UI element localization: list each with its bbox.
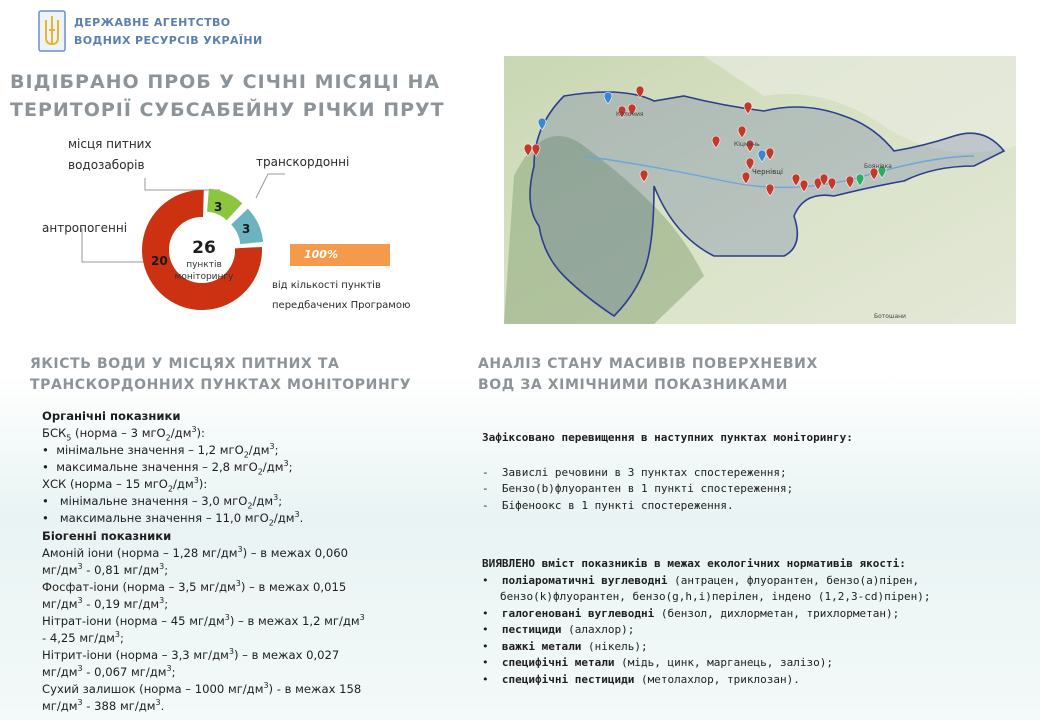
biogenic-heading: Біогенні показники [42, 529, 172, 543]
nitrate-line-1: Нітрат-іони (норма – 45 $мг/дм^3$) – в межах 1,2 $мг/дм^3$ [42, 613, 365, 628]
exceedance-text-3: Біфеноокс в 1 пункті спостереження. [501, 498, 734, 512]
nitrite-line-2: $мг/дм^3 - 0,067$ $мг/дм^3$; [42, 664, 176, 679]
title-line-1: ВІДІБРАНО ПРОБ У СІЧНІ МІСЯЦІ НА [10, 71, 441, 93]
xsk-min-text: мінімальне значення – 3,0 мгО [59, 494, 248, 508]
nitrate-text-1b: ) – в межах 1,2 мг/дм [229, 614, 360, 628]
phosphate-text-1: Фосфат-іони (норма – 3,5 мг/дм [42, 580, 236, 594]
xsk-min: • мінімальне значення – 3,0 $мгО_2/дм^3$; [42, 493, 283, 511]
agency-name [74, 14, 263, 50]
dry-residue-line-2: $мг/дм^3 - 388$ $мг/дм^3$. [42, 698, 165, 713]
found-item-5-text: (мідь, цинк, марганець, залізо); [614, 656, 834, 669]
exceedance-item-1: - Завислі речовини в 3 пунктах спостереження; [482, 465, 787, 479]
found-item-4-title: важкі метали [501, 639, 582, 653]
agency-line-2: ВОДНИХ РЕСУРСІВ УКРАЇНИ [74, 34, 263, 47]
city-label-kitsman: Кіцмань [734, 141, 760, 148]
legend-drinking-line-2: водозаборів [68, 158, 145, 172]
ammonium-text-2b: - 0,81 мг/дм [82, 563, 160, 577]
dry-residue-unit: мг/дм [42, 699, 78, 713]
exceedance-item-2: - Бензо(b)флуорантен в 1 пункті спостереження; [482, 482, 794, 495]
organic-indicators [42, 408, 442, 527]
exceedances-block [482, 430, 1022, 514]
bsk-max: • максимальне значення – 2,8 $мгО_2/дм^3$; [42, 459, 293, 477]
legend-anthropogenic: антропогенні [42, 221, 128, 235]
donut-total: 26 [192, 238, 216, 258]
ammonium-unit: мг/дм [42, 563, 78, 577]
xsk-norm: ХСК (норма – 15 $мгО_2/дм^3$): [42, 476, 208, 494]
nitrate-text-2: - 4,25 мг/дм [42, 631, 115, 645]
found-heading: ВИЯВЛЕНО вміст показників в межах екологічних нормативів якості: [482, 557, 906, 570]
phosphate-line-2: $мг/дм^3 - 0,19$ $мг/дм^3$; [42, 596, 169, 611]
found-item-2-text: (бензол, дихлорметан, трихлорметан); [654, 606, 900, 620]
section-heading-chemical-analysis [478, 354, 818, 396]
ammonium-text-1b: ) – в межах 0,060 [242, 546, 348, 560]
biogenic-indicators [42, 528, 442, 715]
nitrite-text-1b: ) – в межах 0,027 [233, 648, 340, 662]
xsk-max: • максимальне значення – 11,0 $мгО_2/дм^3$. [42, 510, 304, 528]
nitrate-line-2: - 4,25 $мг/дм^3$; [42, 630, 124, 645]
nitrate-text-1: Нітрат-іони (норма – 45 мг/дм [42, 614, 225, 628]
phosphate-text-1b: ) – в межах 0,015 [240, 580, 347, 594]
dry-residue-line-1: Сухий залишок (норма – 1000 $мг/дм^3$) - в межах 158 [42, 681, 362, 696]
city-label-chernivtsi: Чернівці [752, 168, 783, 176]
exceedance-text-1: Завислі речовини в 3 пунктах спостереження; [501, 465, 787, 479]
dry-residue-text-2b: - 388 мг/дм [82, 699, 156, 713]
found-item-6-title: специфічні пестициди [501, 672, 635, 686]
found-item-1: • поліароматичні вуглеводні (антрацен, флуорантен, бензо(а)пірен, [482, 573, 920, 587]
bsk-min-text: мінімальне значення – 1,2 мгО [56, 443, 244, 457]
xsk-max-text: максимальне значення – 11,0 мгО [59, 511, 269, 525]
xsk-norm-text: ХСК (норма – 15 мгО [42, 477, 168, 491]
bsk-min: • мінімальне значення – 1,2 $мгО_2/дм^3$; [42, 442, 279, 460]
found-item-2-title: галогеновані вуглеводні [501, 606, 655, 620]
ammonium-line-2: $мг/дм^3 - 0,81$ $мг/дм^3$; [42, 562, 169, 577]
donut-total-label-2: моніторингу [174, 272, 234, 282]
donut-segment-drinking [207, 189, 242, 221]
donut-label-drinking: 3 [214, 200, 223, 214]
found-item-2: • галогеновані вуглеводні (бензол, дихлорметан, трихлорметан); [482, 606, 900, 620]
found-item-1-text: (антрацен, флуорантен, бензо(а)пірен, [667, 573, 920, 587]
prut-subbasin-map [504, 56, 1016, 324]
found-item-3-text: (алахлор); [561, 623, 635, 636]
exceedance-item-3: - Біфеноокс в 1 пункті спостереження. [482, 498, 734, 512]
donut-total-label [170, 259, 238, 283]
donut-label-transboundary: 3 [242, 222, 251, 236]
section-heading-left-2: ТРАНСКОРДОННИХ ПУНКТАХ МОНІТОРИНГУ [30, 377, 412, 393]
percent-note-line-2: передбачених Програмою [272, 300, 411, 311]
section-heading-left-1: ЯКІСТЬ ВОДИ У МІСЦЯХ ПИТНИХ ТА [30, 356, 340, 372]
exceedance-text-2: Бензо(b)флуорантен в 1 пункті спостереження; [501, 482, 794, 495]
nitrite-unit: мг/дм [42, 665, 78, 679]
nitrite-line-1: Нітрит-іони (норма – 3,3 $мг/дм^3$) – в межах 0,027 [42, 647, 340, 662]
bsk-norm-text: (норма – 3 мгО [71, 426, 166, 440]
section-heading-right-1: АНАЛІЗ СТАНУ МАСИВІВ ПОВЕРХНЕВИХ [478, 356, 818, 372]
city-label-boianivka: Боянівка [864, 163, 892, 170]
donut-total-label-1: пунктів [186, 260, 222, 270]
found-item-6: • специфічні пестициди (метолахлор, триклозан). [482, 672, 800, 686]
found-item-5: • специфічні метали (мідь, цинк, марганець, залізо); [482, 656, 834, 669]
bsk-norm-unit: /дм [170, 426, 192, 440]
percent-badge: 100% [290, 244, 390, 266]
exceedances-heading: Зафіксовано перевищення в наступних пунктах моніторингу: [482, 431, 853, 444]
ammonium-text-1: Амоній іони (норма – 1,28 мг/дм [42, 546, 238, 560]
page-title [10, 68, 445, 124]
coat-of-arms-icon [38, 10, 66, 54]
found-item-1-title: поліароматичні вуглеводні [501, 573, 668, 587]
percent-note [272, 276, 410, 316]
organic-heading: Органічні показники [42, 409, 181, 423]
agency-line-1: ДЕРЖАВНЕ АГЕНТСТВО [74, 16, 231, 29]
legend-transboundary: транскордонні [256, 155, 350, 169]
title-line-2: ТЕРИТОРІЇ СУБСАБЕЙНУ РІЧКИ ПРУТ [10, 99, 445, 121]
found-item-1-cont: бензо(k)флуорантен, бензо(g,h,i)перілен, індено (1,2,3-cd)пірен); [500, 590, 931, 603]
found-item-4-text: (нікель); [581, 639, 648, 653]
section-heading-water-quality [30, 354, 411, 396]
found-item-4: • важкі метали (нікель); [482, 639, 648, 653]
found-item-5-title: специфічні метали [501, 656, 615, 669]
phosphate-unit: мг/дм [42, 597, 78, 611]
legend-drinking-line-1: місця питних [68, 137, 152, 151]
phosphate-line-1: Фосфат-іони (норма – 3,5 $мг/дм^3$) – в межах 0,015 [42, 579, 347, 594]
bsk-max-text: максимальне значення – 2,8 мгО [56, 460, 258, 474]
dry-residue-text-1: Сухий залишок (норма – 1000 мг/дм [42, 682, 264, 696]
percent-note-line-1: від кількості пунктів [272, 280, 381, 291]
found-within-norms-block [482, 556, 1022, 688]
donut-label-anthropogenic: 20 [151, 254, 168, 268]
city-label-kolomyia: Коломия [616, 111, 644, 118]
bsk-label: БСК [42, 426, 67, 440]
phosphate-text-2b: - 0,19 мг/дм [82, 597, 160, 611]
bsk-norm: $БСК_5$ (норма – 3 $мгО_2/дм^3$): [42, 425, 205, 443]
dry-residue-text-1b: ) - в межах 158 [268, 682, 362, 696]
found-item-6-text: (метолахлор, триклозан). [634, 672, 800, 686]
nitrite-text-1: Нітрит-іони (норма – 3,3 мг/дм [42, 648, 229, 662]
ammonium-line-1: Амоній іони (норма – 1,28 $мг/дм^3$) – в межах 0,060 [42, 545, 348, 560]
found-item-3: • пестициди (алахлор); [482, 623, 635, 636]
city-label-botosani: Ботошани [874, 313, 906, 320]
section-heading-right-2: ВОД ЗА ХІМІЧНИМИ ПОКАЗНИКАМИ [478, 377, 788, 393]
found-item-3-title: пестициди [501, 623, 562, 636]
nitrite-text-2b: - 0,067 мг/дм [82, 665, 167, 679]
